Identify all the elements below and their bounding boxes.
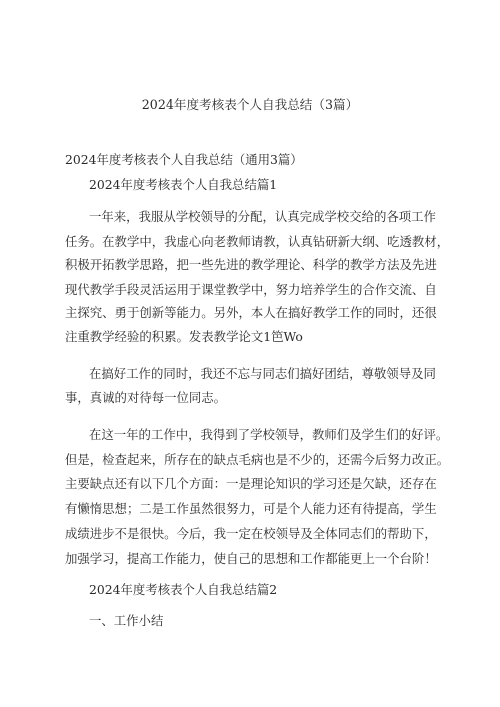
paragraph-3-line: 但是，检查起来，所存在的缺点毛病也是不少的，还需今后努力改正。 bbox=[65, 452, 450, 467]
paragraph-1-line: 任务。在教学中，我虚心向老教师请教，认真钻研新大纲、吃透教材， bbox=[65, 234, 450, 249]
paragraph-1-line: 现代教学手段灵活运用于课堂教学中，努力培养学生的合作交流、自 bbox=[65, 282, 437, 297]
paragraph-3-line: 在这一年的工作中，我得到了学校领导，教师们及学生们的好评。 bbox=[89, 427, 449, 442]
document-heading: 2024年度考核表个人自我总结（通用3篇） bbox=[65, 152, 303, 167]
section-heading-2: 2024年度考核表个人自我总结篇2 bbox=[89, 582, 278, 597]
paragraph-2-line: 事，真诚的对待每一位同志。 bbox=[65, 390, 227, 405]
subsection-heading: 一、工作小结 bbox=[89, 613, 164, 628]
paragraph-1-line: 注重教学经验的积累。发表教学论文1笆Wo bbox=[65, 329, 303, 344]
paragraph-2-line: 在搞好工作的同时，我还不忘与同志们搞好团结，尊敬领导及同 bbox=[89, 366, 436, 381]
section-heading-1: 2024年度考核表个人自我总结篇1 bbox=[89, 177, 278, 192]
paragraph-3-line: 加强学习，提高工作能力，使自己的思想和工作都能更上一个台阶！ bbox=[65, 551, 437, 566]
document-title: 2024年度考核表个人自我总结（3篇） bbox=[141, 97, 359, 112]
paragraph-1-line: 积极开拓教学思路，把一些先进的教学理论、科学的教学方法及先进 bbox=[65, 257, 437, 272]
paragraph-3-line: 成绩进步不是很快。今后，我一定在校领导及全体同志们的帮助下， bbox=[65, 526, 437, 541]
paragraph-3-line: 有懒惰思想；二是工作虽然很努力，可是个人能力还有待提高，学生 bbox=[65, 501, 437, 516]
paragraph-1-line: 一年来，我服从学校领导的分配，认真完成学校交给的各项工作 bbox=[89, 209, 436, 224]
paragraph-3-line: 主要缺点还有以下几个方面：一是理论知识的学习还是欠缺，还存在 bbox=[65, 476, 437, 491]
paragraph-1-line: 主探究、勇于创新等能力。另外，本人在搞好教学工作的同时，还很 bbox=[65, 305, 437, 320]
